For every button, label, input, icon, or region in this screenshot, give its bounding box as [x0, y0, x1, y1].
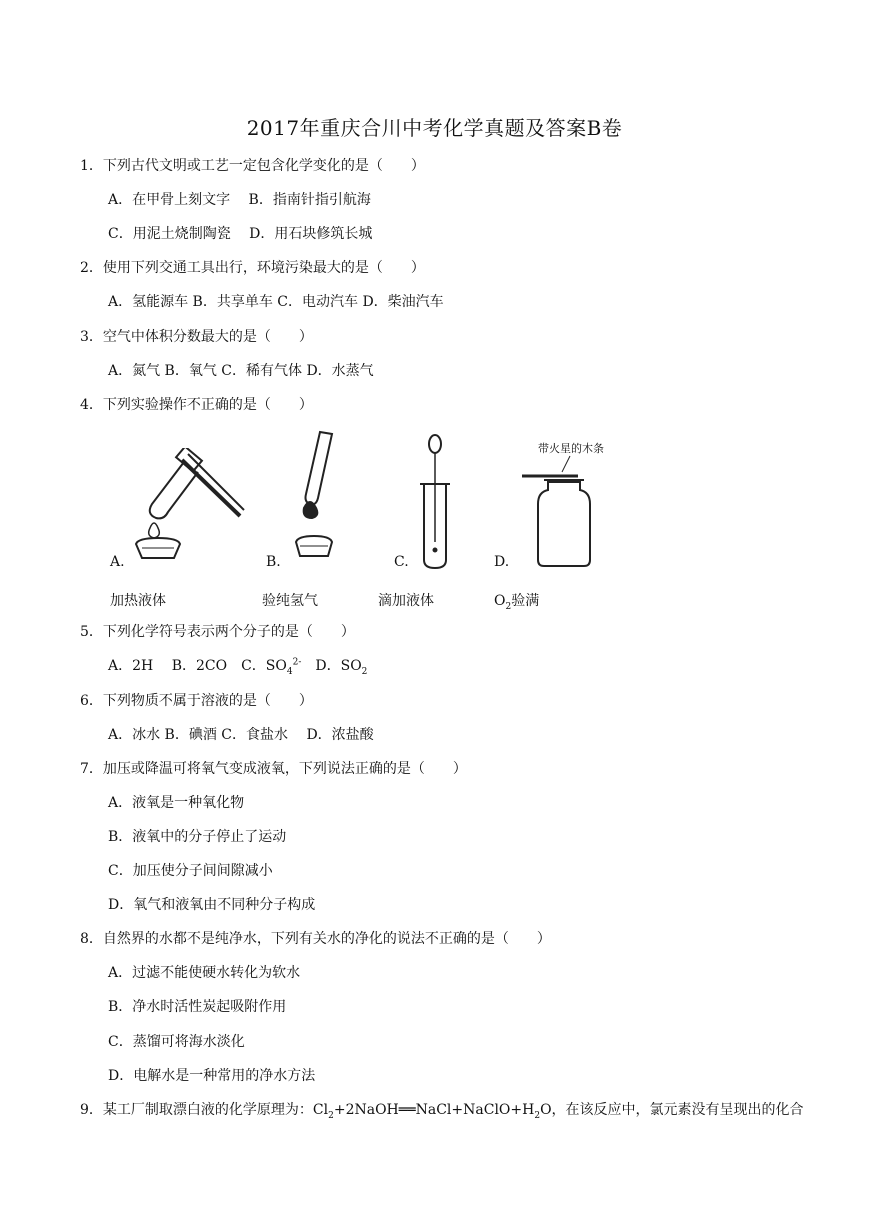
question-8-option-d: D．电解水是一种常用的净水方法 — [108, 1068, 316, 1084]
question-8-option-c: C．蒸馏可将海水淡化 — [108, 1034, 245, 1050]
figure-c-dropping-liquid — [410, 432, 460, 570]
figure-d-oxygen-test — [518, 454, 618, 570]
question-8-stem: 8．自然界的水都不是纯净水，下列有关水的净化的说法不正确的是（ ） — [80, 931, 551, 947]
question-1-options-row1: A．在甲骨上刻文字 B．指南针指引航海 — [108, 192, 371, 208]
question-5-options: A．2H B．2CO C．$SO_4^{2-}$ D．$SO_2$ — [108, 657, 368, 677]
option-a-letter: A. — [110, 554, 125, 570]
question-2-options: A．氢能源车 B．共享单车 C．电动汽车 D．柴油汽车 — [108, 294, 444, 310]
option-b-letter: B. — [266, 554, 281, 570]
caption-b: 验纯氢气 — [262, 593, 318, 609]
question-3-options: A．氮气 B．氧气 C．稀有气体 D．水蒸气 — [108, 363, 374, 379]
caption-d: $O_2$验满 — [494, 593, 540, 612]
question-7-option-c: C．加压使分子间间隙减小 — [108, 863, 273, 879]
question-7-option-b: B．液氧中的分子停止了运动 — [108, 829, 287, 845]
figure-d-stick-label: 带火星的木条 — [538, 442, 604, 455]
option-d-letter: D. — [494, 554, 510, 570]
caption-c: 滴加液体 — [378, 593, 434, 609]
question-3-stem: 3．空气中体积分数最大的是（ ） — [80, 329, 313, 345]
question-7-option-d: D．氧气和液氧由不同种分子构成 — [108, 897, 316, 913]
question-1-options-row2: C．用泥土烧制陶瓷 D．用石块修筑长城 — [108, 226, 373, 242]
caption-a: 加热液体 — [110, 593, 166, 609]
question-9-stem: 9．某工厂制取漂白液的化学原理为：$Cl_2+2NaOH══NaCl+NaClO+H_2O$，在该反应中，氯元素没有呈现出的化合 — [80, 1102, 804, 1121]
question-8-option-a: A．过滤不能使硬水转化为软水 — [108, 965, 301, 981]
question-6-options: A．冰水 B．碘酒 C．食盐水 D．浓盐酸 — [108, 727, 374, 743]
question-7-stem: 7．加压或降温可将氧气变成液氧，下列说法正确的是（ ） — [80, 761, 467, 777]
page-title: 2017年重庆合川中考化学真题及答案B卷 — [246, 116, 623, 140]
question-4-stem: 4．下列实验操作不正确的是（ ） — [80, 397, 313, 413]
question-7-option-a: A．液氧是一种氧化物 — [108, 795, 245, 811]
question-6-stem: 6．下列物质不属于溶液的是（ ） — [80, 693, 313, 709]
figure-a-heating-liquid — [128, 448, 248, 570]
question-2-stem: 2．使用下列交通工具出行，环境污染最大的是（ ） — [80, 260, 425, 276]
question-1-stem: 1．下列古代文明或工艺一定包含化学变化的是（ ） — [80, 158, 425, 174]
question-8-option-b: B．净水时活性炭起吸附作用 — [108, 999, 287, 1015]
figure-b-hydrogen-test — [290, 428, 360, 570]
question-5-stem: 5．下列化学符号表示两个分子的是（ ） — [80, 624, 355, 640]
option-c-letter: C. — [394, 554, 409, 570]
